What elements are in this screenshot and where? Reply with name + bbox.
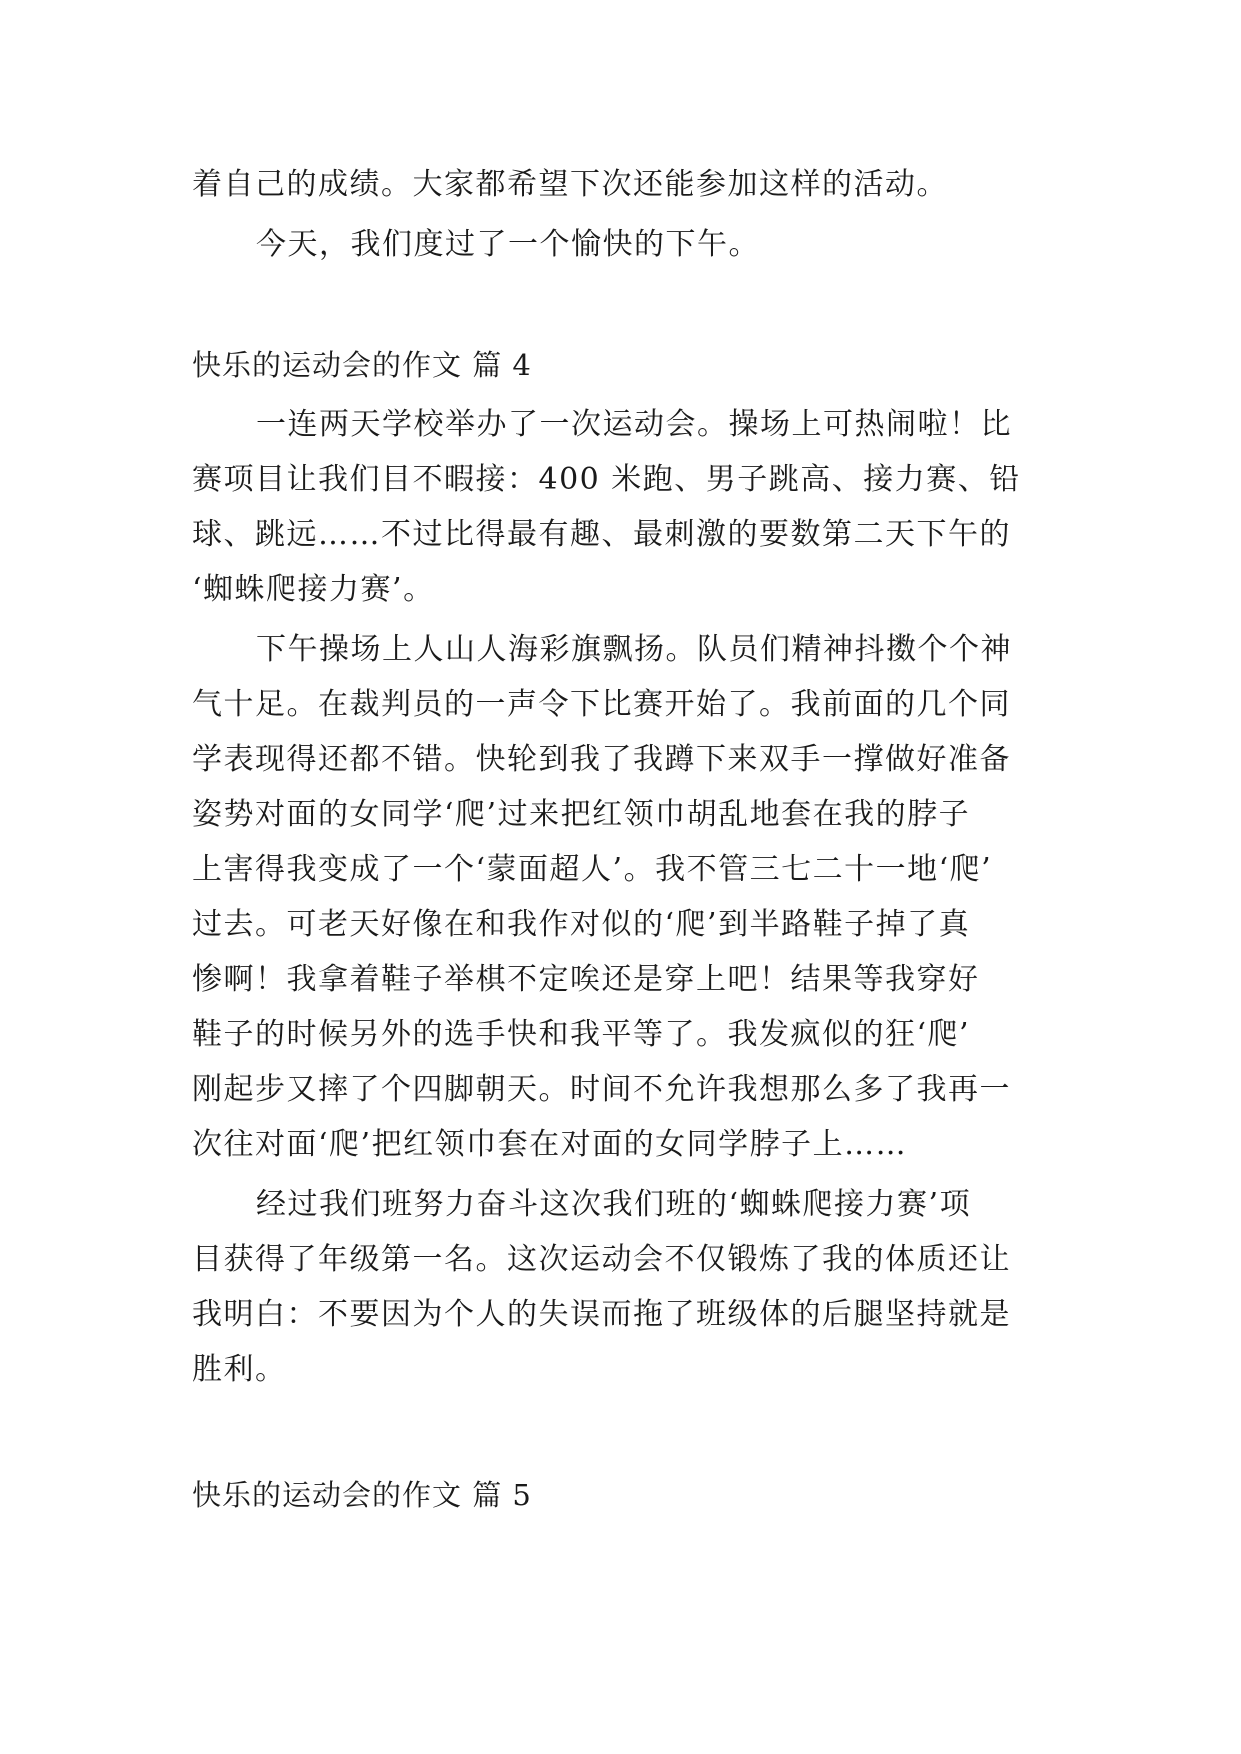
paragraph-line: 球、跳远……不过比得最有趣、最刺激的要数第二天下午的 [192,517,1011,552]
paragraph-line: 下午操场上人山人海彩旗飘扬。队员们精神抖擞个个神 [256,632,1012,667]
paragraph-line: 上害得我变成了一个‘蒙面超人’。我不管三七二十一地‘爬’ [192,852,993,887]
paragraph-line: 次往对面‘爬’把红领巾套在对面的女同学脖子上…… [192,1127,908,1162]
paragraph-line: 一连两天学校举办了一次运动会。操场上可热闹啦！比 [256,407,1012,442]
paragraph-line: 惨啊！我拿着鞋子举棋不定唉还是穿上吧！结果等我穿好 [192,962,980,997]
paragraph-line: 赛项目让我们目不暇接：400 米跑、男子跳高、接力赛、铅 [192,462,1021,497]
paragraph-line: 学表现得还都不错。快轮到我了我蹲下来双手一撑做好准备 [192,742,1011,777]
paragraph-line: 过去。可老天好像在和我作对似的‘爬’到半路鞋子掉了真 [192,907,971,942]
paragraph-line: 目获得了年级第一名。这次运动会不仅锻炼了我的体质还让 [192,1242,1011,1277]
paragraph-line: 今天，我们度过了一个愉快的下午。 [256,227,760,262]
paragraph-line: 胜利。 [192,1352,287,1387]
paragraph-line: 着自己的成绩。大家都希望下次还能参加这样的活动。 [192,167,948,202]
paragraph-line: 鞋子的时候另外的选手快和我平等了。我发疯似的狂‘爬’ [192,1017,971,1052]
paragraph-line: 经过我们班努力奋斗这次我们班的‘蜘蛛爬接力赛’项 [256,1187,972,1222]
section-heading: 快乐的运动会的作文 篇 4 [192,348,532,382]
section-heading: 快乐的运动会的作文 篇 5 [192,1478,532,1512]
paragraph-line: 气十足。在裁判员的一声令下比赛开始了。我前面的几个同 [192,687,1011,722]
paragraph-line: 刚起步又摔了个四脚朝天。时间不允许我想那么多了我再一 [192,1072,1011,1107]
paragraph-line: ‘蜘蛛爬接力赛’。 [192,572,435,607]
paragraph-line: 姿势对面的女同学‘爬’过来把红领巾胡乱地套在我的脖子 [192,797,971,832]
paragraph-line: 我明白：不要因为个人的失误而拖了班级体的后腿坚持就是 [192,1297,1011,1332]
